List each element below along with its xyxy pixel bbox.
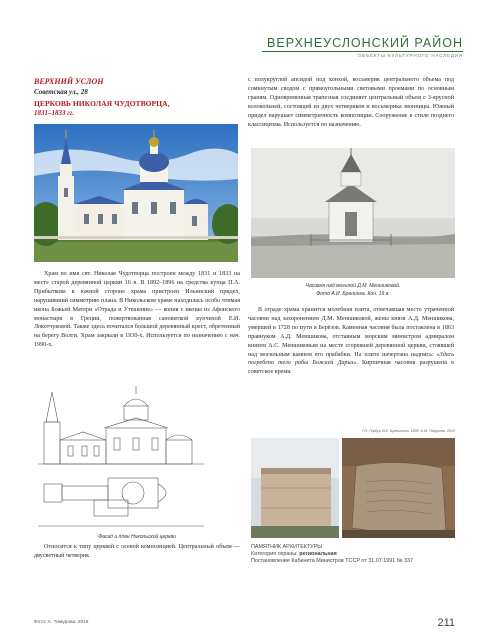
chapel-archive-photo [251,148,455,278]
drawing-caption: Фасад и план Никольской церкви [98,534,176,540]
monument-name: ЦЕРКОВЬ НИКОЛАЯ ЧУДОТВОРЦА, [34,99,170,108]
grave-text-after: ». Кирпичная часовня разрушена в советское время. [248,360,454,376]
fence-photo [251,438,339,538]
chapel-caption-line2: Фото А.И. Бренинга. Кон. 19 в. [316,291,390,297]
address: Советская ул., 28 [34,88,88,96]
photo-credit: Фото: А. Тимурова, 2015 [34,620,89,625]
decree: Постановление Кабинета Министров ТССР от 31.07.1991 № 337 [251,558,414,564]
description-text-2 [248,306,454,377]
history-text: Храм во имя свт. Николая Чудотворца построен между 1831 и 1833 на месте старой деревянной церкви 16 в. В 1892–1896 на средства купца П.А. Прибыткова в южной стороне храма пристроен Ильинский придел, нарушивший симметрию плана. В Никольском храме находилась особо чтимая икона Божьей Матери «Отрада и Утешение» — копия с иконы из Афонского монастыря в Греции, пожертвованная сановиткой купчихой Е.И. Локотчуковой. Также здесь почитался большой деревянный крест, обретенный на берегу Волги. Храм закрыли в 1930-х. Используется по назначению с нач. 1990-х. [34,271,241,349]
description-text-1: с полукруглой апсидой под конхой, восьмерик центрального объема под сомкнутым сводом с прямоугольными световыми проемами по основным граням. Одновременная трапезная соединяет центральный объем с 3-ярусной колокольней, состоящей из двух четвериков и восьмерика звонницы. Южный придел нарушает симметричность композиции. Сооружение в стиле позднего классицизма. Используется по назначению. [248,77,454,128]
monument-type: ПАМЯТНИК АРХИТЕКТУРЫ [251,544,323,550]
grave-text-before: В ограде храма хранится молебная плита, отмечавшая место утраченной часовни над захоронением Д.М. Меншиковой, жены князя А.Д. Меншикова, умершей в 1728 по пути в Берёзов. Каменная часовня была поставлена в 1863 правнуком А.Д. Меншикова, отставным морским министром адмиралом князем А.С. Меншиковым на месте сгоревшей деревянной церкви, стоявшей над могильным камнем его прабабки. На плите начертана надпись: « [248,307,454,358]
facade-plan-drawing [34,384,240,532]
authors-credit: Г.Н. Горбуз, В.Е. Бренингом, 1895; А.М. Тимурова, 2015 [361,429,455,433]
typology-text: Относится к типу церквей с осевой композицией. Центральный объем — двусветный четверик [34,544,240,559]
protection-value: региональная [299,551,337,557]
memorial-slab-photo [342,438,455,538]
section-subtitle: ОБЪЕКТЫ КУЛЬТУРНОГО НАСЛЕДИЯ [357,53,463,58]
header-divider [262,51,463,52]
locality-title: ВЕРХНИЙ УСЛОН [34,77,104,86]
church-photo [34,124,238,262]
inscription-quote: Здесь погребено тело рабы Божией Дарьи [248,351,454,367]
section-title: ВЕРХНЕУСЛОНСКИЙ РАЙОН [267,36,463,50]
chapel-caption-line1: Часовня над могилой Д.М. Меншиковой. [305,283,401,289]
protection-label: Категория охраны: [251,551,300,557]
protection-category [251,551,337,558]
page-number: 211 [437,617,455,629]
monument-dates: 1831–1833 гг. [34,109,75,117]
